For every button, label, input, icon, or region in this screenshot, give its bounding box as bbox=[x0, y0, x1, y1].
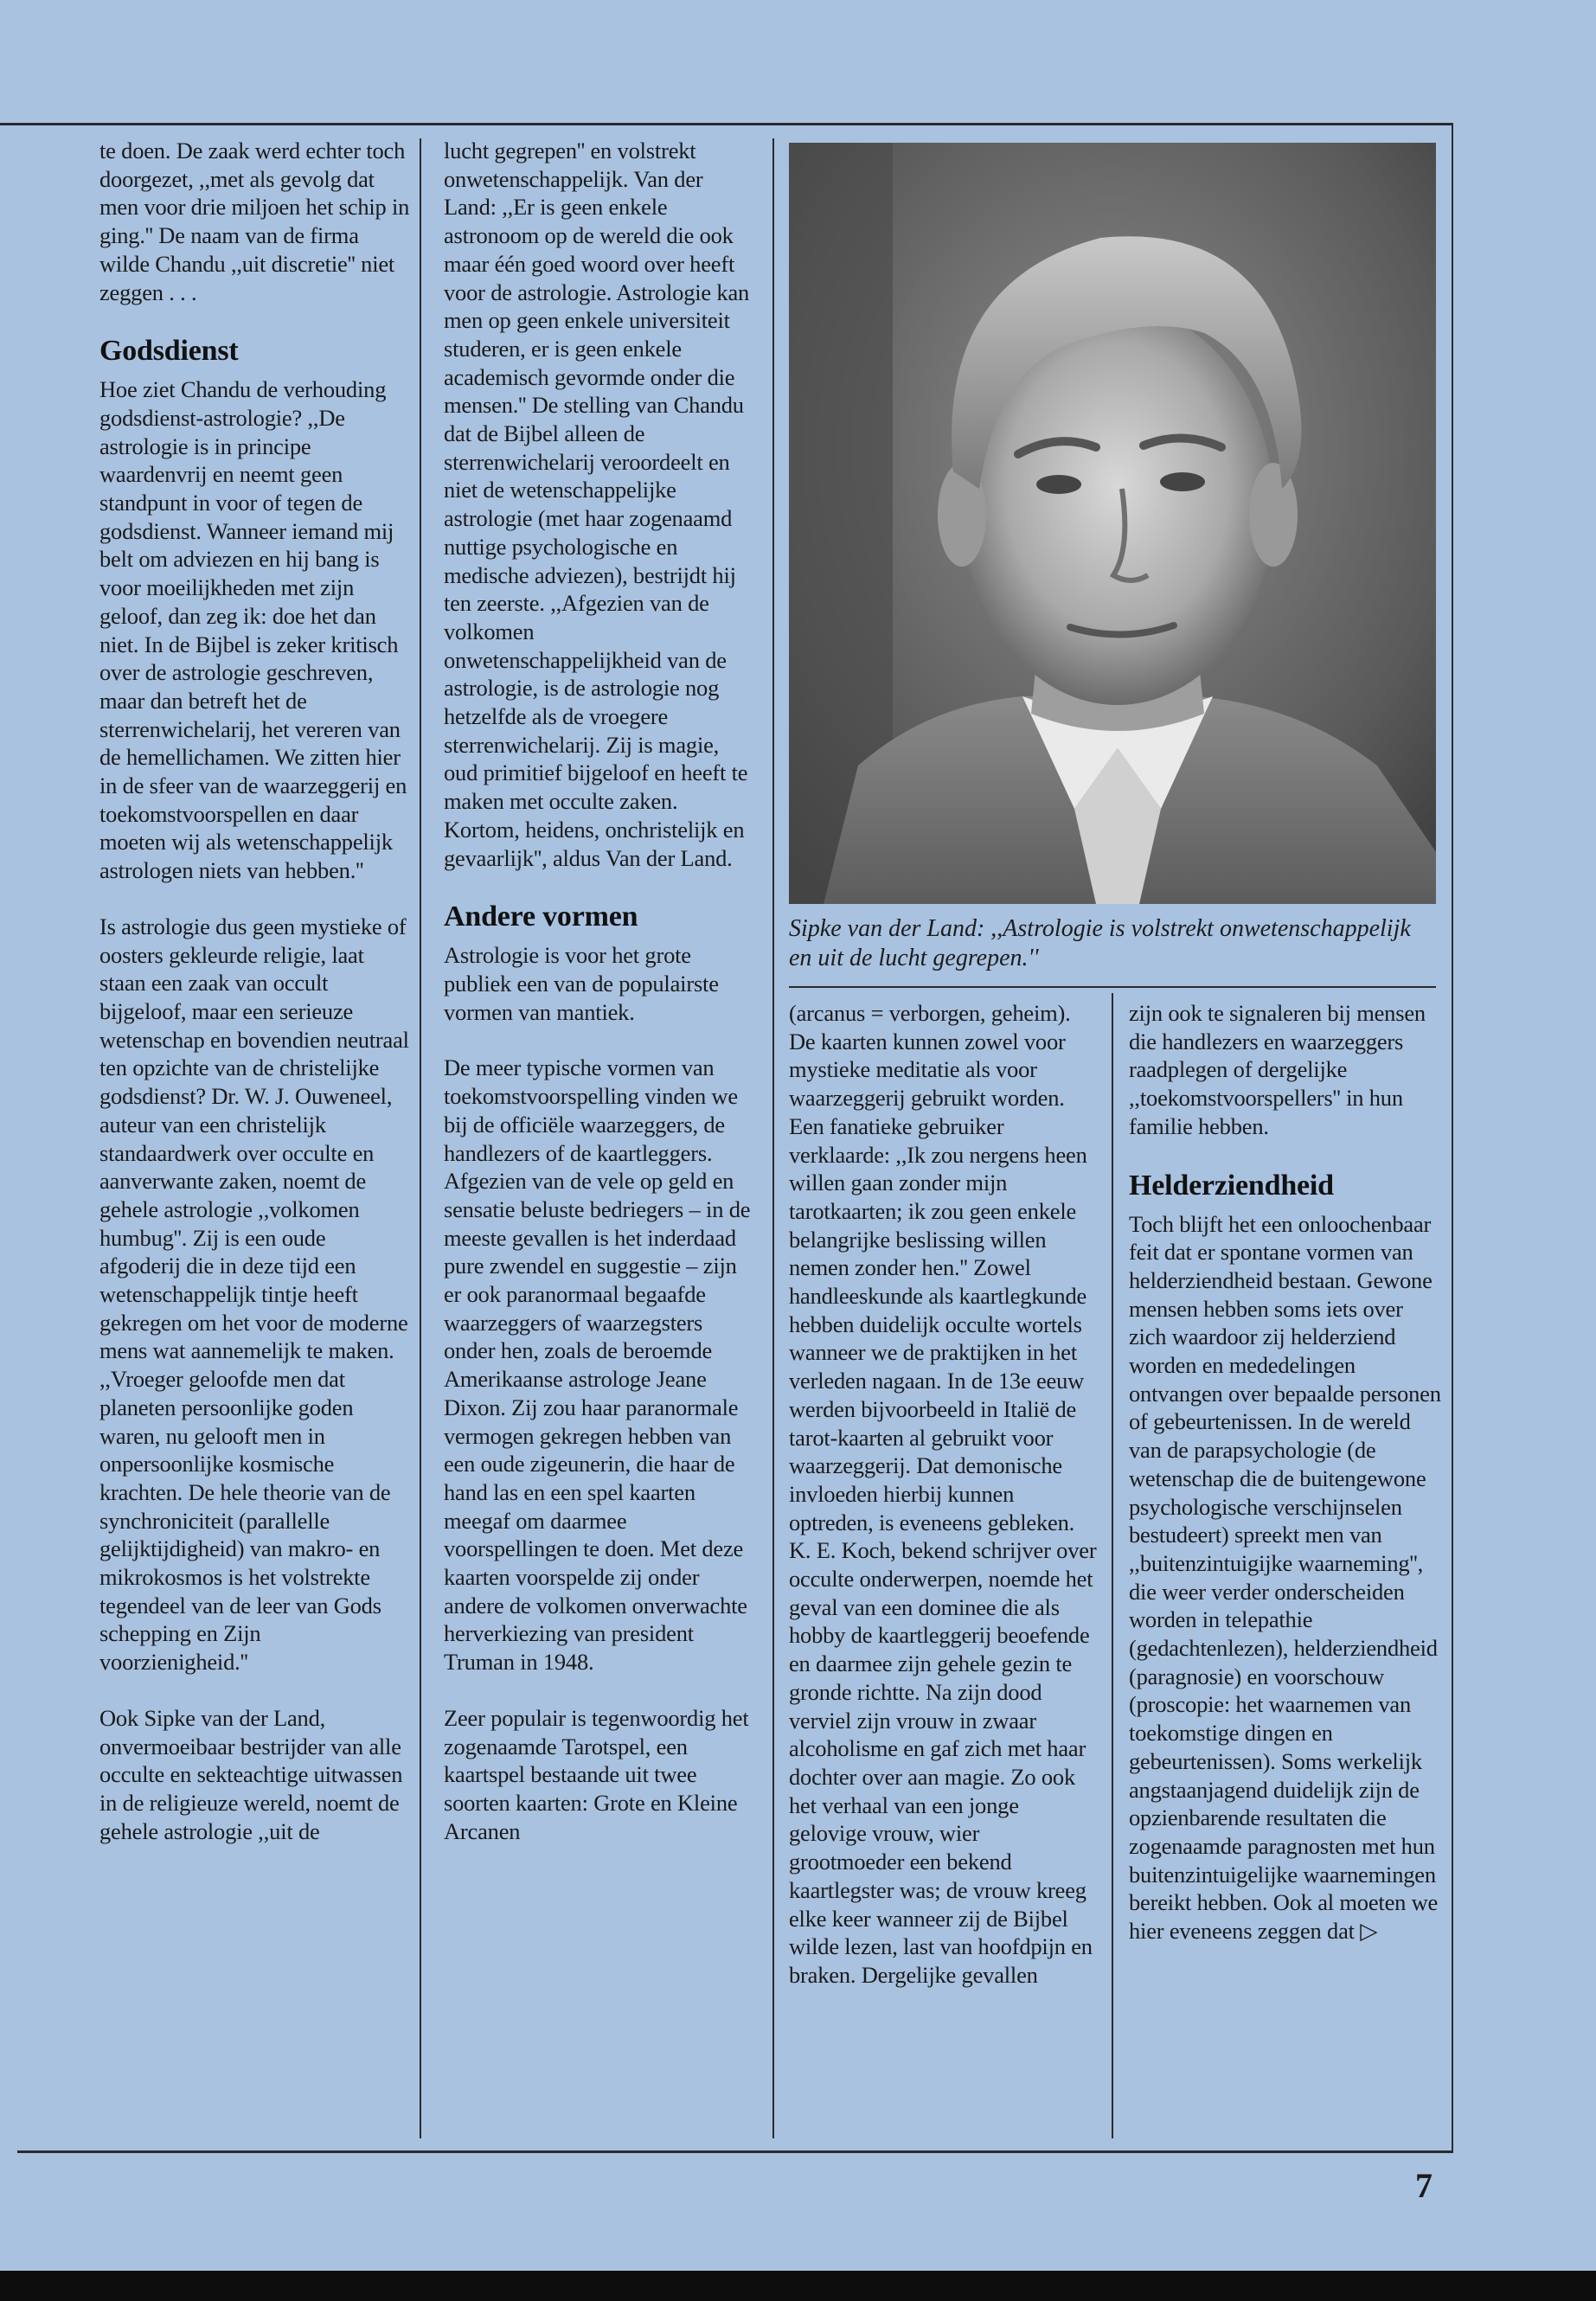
page-number: 7 bbox=[1415, 2166, 1433, 2205]
heading-godsdienst: Godsdienst bbox=[99, 335, 239, 368]
bottom-bar bbox=[0, 2271, 1596, 2301]
column-divider-2 bbox=[772, 138, 774, 2138]
column-3 bbox=[789, 999, 1097, 2017]
paragraph-intro: te doen. De zaak werd echter toch doorgezet, ,,met als gevolg dat men voor drie miljoen het schip in ging.'' De naam van de firma wilde Chandu ,,uit discretie'' niet zeggen . . . bbox=[99, 138, 410, 305]
caption-rule bbox=[789, 986, 1436, 988]
column-2 bbox=[444, 137, 755, 1873]
top-rule bbox=[0, 123, 1453, 125]
paragraph-arcanus: (arcanus = verborgen, geheim). De kaarten kunnen zowel voor mystieke meditatie als voor waarzeggerij gebruikt worden. Een fanatieke gebruiker verklaarde: ,,Ik zou nergens heen willen gaan zonder mijn tarotkaarten; ik zou geen enkele belangrijke beslissing willen nemen zonder hen.'' Zowel handleeskunde als kaartlegkunde hebben duidelijk occulte wortels wanneer we de praktijken in het verleden nagaan. In de 13e eeuw werden bijvoorbeeld in Italië de tarot-kaarten al gebruikt voor waarzeggerij. Dat demonische invloeden hierbij kunnen optreden, is eveneens gebleken. K. E. Koch, bekend schrijver over occulte onderwerpen, noemde het geval van een dominee die als hobby de kaartleggerij beoefende en daarmee zijn gehele gezin te gronde richtte. Na zijn dood verviel zijn vrouw in zwaar alcoholisme en gaf zich met haar dochter over aan magie. Zo ook het verhaal van een jonge gelovige vrouw, wier grootmoeder een bekend kaartlegster was; de vrouw kreeg elke keer wanneer zij de Bijbel wilde lezen, last van hoofdpijn en braken. Dergelijke gevallen bbox=[789, 1000, 1097, 1988]
continue-arrow-icon: ▷ bbox=[1360, 1918, 1378, 1945]
paragraph-sipke: Ook Sipke van der Land, onvermoeibaar bestrijder van alle occulte en sekteachtige uitwassen in de religieuze wereld, noemt de gehele astrologie ,,uit de bbox=[99, 1704, 403, 1844]
paragraph-andere: Astrologie is voor het grote publiek een van de populairste vormen van mantiek. bbox=[444, 942, 719, 1025]
paragraph-signaleren: zijn ook te signaleren bij mensen die handlezers en waarzeggers raadplegen of dergelijke ,,toekomstvoorspellers'' in hun familie hebben. bbox=[1129, 1000, 1426, 1139]
heading-andere-vormen: Andere vormen bbox=[444, 901, 638, 933]
paragraph-tarot: Zeer populair is tegenwoordig het zogenaamde Tarotspel, een kaartspel bestaande uit twee soorten kaarten: Grote en Kleine Arcanen bbox=[444, 1704, 749, 1844]
paragraph-typische: De meer typische vormen van toekomstvoorspelling vinden we bij de officiële waarzeggers, de handlezers of de kaartleggers. Afgezien van de vele op geld en sensatie beluste bedriegers – in de meeste gevallen is het inderdaad pure zwendel en suggestie – zijn er ook paranormaal begaafde waarzeggers of waarzegsters onder hen, zoals de beroemde Amerikaanse astrologe Jeane Dixon. Zij zou haar paranormale vermogen gekregen hebben van een oude zigeunerin, die haar de hand las en een spel kaarten meegaf om daarmee voorspellingen te doen. Met deze kaarten voorspelde zij onder andere de volkomen onverwachte herverkiezing van president Truman in 1948. bbox=[444, 1054, 751, 1676]
paragraph-helderziendheid bbox=[1129, 1210, 1442, 1945]
paragraph-lucht: lucht gegrepen'' en volstrekt onwetenschappelijk. Van der Land: ,,Er is geen enkele astronoom op de wereld die ook maar één goed woord over heeft voor de astrologie. Astrologie kan men op geen enkele universiteit studeren, er is geen enkele academisch gevormde onder die mensen.'' De stelling van Chandu dat de Bijbel alleen de sterrenwichelarij veroordeelt en niet de wetenschappelijke astrologie (met haar zogenaamd nuttige psychologische en medische adviezen), bestrijdt hij ten zeerste. ,,Afgezien van de volkomen onwetenschappelijkheid van de astrologie, is de astrologie nog hetzelfde als de vroegere sterrenwichelarij. Zij is magie, oud primitief bijgeloof en heeft te maken met occulte zaken. Kortom, heidens, onchristelijk en gevaarlijk'', aldus Van der Land. bbox=[444, 138, 750, 871]
paragraph-occult: Is astrologie dus geen mystieke of oosters gekleurde religie, laat staan een zaak van occult bijgeloof, maar een serieuze wetenschap en bovendien neutraal ten opzichte van de christelijke godsdienst? Dr. W. J. Ouweneel, auteur van een christelijk standaardwerk over occulte en aanverwante zaken, noemt de gehele astrologie ,,volkomen humbug''. Zij is een oude afgoderij die in deze tijd een wetenschappelijk tintje heeft gekregen om het voor de moderne mens wat aannemelijk te maken. ,,Vroeger geloofde men dat planeten persoonlijke goden waren, nu gelooft men in onpersoonlijke kosmische krachten. De hele theorie van de synchroniciteit (parallelle gelijktijdigheid) van makro- en mikrokosmos is het volstrekte tegendeel van de leer van Gods schepping en Zijn voorzienigheid.'' bbox=[99, 913, 409, 1676]
portrait-illustration bbox=[789, 143, 1436, 904]
column-divider-3 bbox=[1112, 993, 1113, 2138]
column-divider-1 bbox=[420, 138, 421, 2138]
paragraph-helderziendheid-text: Toch blijft het een onloochenbaar feit dat er spontane vormen van helderziendheid bestaan. Gewone mensen hebben soms iets over zich waardoor zij helderziend worden en mededelingen ontvangen over bepaalde personen of gebeurtenissen. In de wereld van de parapsychologie (de wetenschap die de buitengewone psychologische verschijnselen bestudeert) spreekt men van ,,buitenzintuigijke waarneming'', die weer verder onderscheiden worden in telepathie (gedachtenlezen), helderziendheid (paragnosie) en voorschouw (proscopie: het waarnemen van toekomstige dingen en gebeurtenissen). Soms werkelijk angstaanjagend duidelijk zijn de opzienbarende resultaten die zogenaamde paragnosten met hun buitenzintuigelijke waarnemingen bereikt hebben. Ook al moeten we hier eveneens zeggen dat bbox=[1129, 1210, 1441, 1945]
portrait-photo bbox=[789, 143, 1436, 904]
paragraph-godsdienst: Hoe ziet Chandu de verhouding godsdienst-astrologie? ,,De astrologie is in principe waardenvrij en neemt geen standpunt in voor of tegen de godsdienst. Wanneer iemand mij belt om adviezen en hij bang is voor moeilijkheden met zijn geloof, dan zeg ik: doe het dan niet. In de Bijbel is zeker kritisch over de astrologie geschreven, maar dan betreft het de sterrenwichelarij, het vereren van de hemellichamen. We zitten hier in de sfeer van de waarzeggerij en toekomstvoorspellen en daar moeten wij als wetenschappelijk astrologen niets van hebben.'' bbox=[99, 376, 407, 884]
bottom-rule bbox=[17, 2150, 1453, 2153]
column-1 bbox=[99, 137, 411, 1873]
frame-right-rule bbox=[1452, 123, 1453, 2151]
column-4 bbox=[1129, 999, 1442, 1973]
heading-helderziendheid: Helderziendheid bbox=[1129, 1169, 1334, 1202]
photo-caption: Sipke van der Land: ,,Astrologie is volstrekt onwetenschappelijk en uit de lucht gegrepen.'' bbox=[789, 915, 1411, 971]
